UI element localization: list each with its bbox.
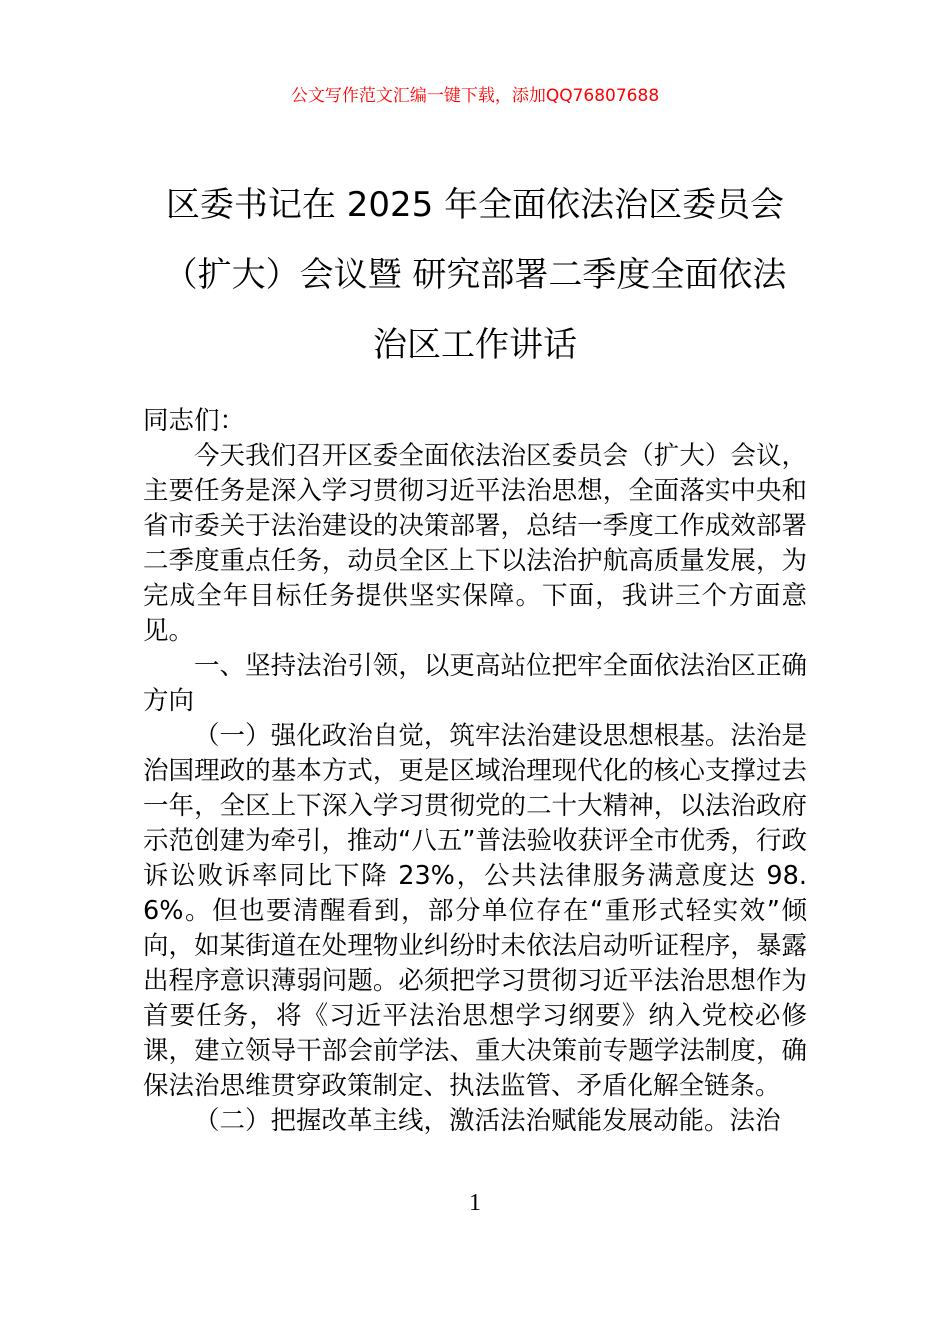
- subsection-1-paragraph: （一）强化政治自觉，筑牢法治建设思想根基。法治是治国理政的基本方式，更是区域治理现代化的核心支撑过去一年，全区上下深入学习贯彻党的二十大精神，以法治政府示范创建为牵引，推动“八五”普法验收获评全市优秀，行政诉讼败诉率同比下降 23%，公共法律服务满意度达 98.6%。但也要清醒看到，部分单位存在“重形式轻实效”倾向，如某街道在处理物业纠纷时未依法启动听证程序，暴露出程序意识薄弱问题。必须把学习贯彻习近平法治思想作为首要任务，将《习近平法治思想学习纲要》纳入党校必修课，建立领导干部会前学法、重大决策前专题学法制度，确保法治思维贯穿政策制定、执法监管、矛盾化解全链条。: [143, 721, 807, 1101]
- title-line-2: （扩大）会议暨 研究部署二季度全面依法: [163, 255, 787, 295]
- page-number: 1: [469, 1190, 481, 1216]
- section-1-heading: 一、坚持法治引领，以更高站位把牢全面依法治区正确方向: [143, 651, 807, 716]
- document-body: [143, 404, 807, 1139]
- subsection-2-paragraph: （二）把握改革主线，激活法治赋能发展动能。法治: [194, 1106, 781, 1136]
- document-title: [100, 170, 850, 380]
- salutation: 同志们：: [143, 406, 246, 436]
- title-line-1: 区委书记在 2025 年全面依法治区委员会: [165, 185, 785, 225]
- intro-paragraph: 今天我们召开区委全面依法治区委员会（扩大）会议，主要任务是深入学习贯彻习近平法治思想，全面落实中央和省市委关于法治建设的决策部署，总结一季度工作成效部署二季度重点任务，动员全区上下以法治护航高质量发展，为完成全年目标任务提供坚实保障。下面，我讲三个方面意见。: [143, 441, 807, 646]
- title-line-3: 治区工作讲话: [373, 325, 577, 365]
- header-note: 公文写作范文汇编一键下载，添加QQ76807688: [290, 86, 660, 106]
